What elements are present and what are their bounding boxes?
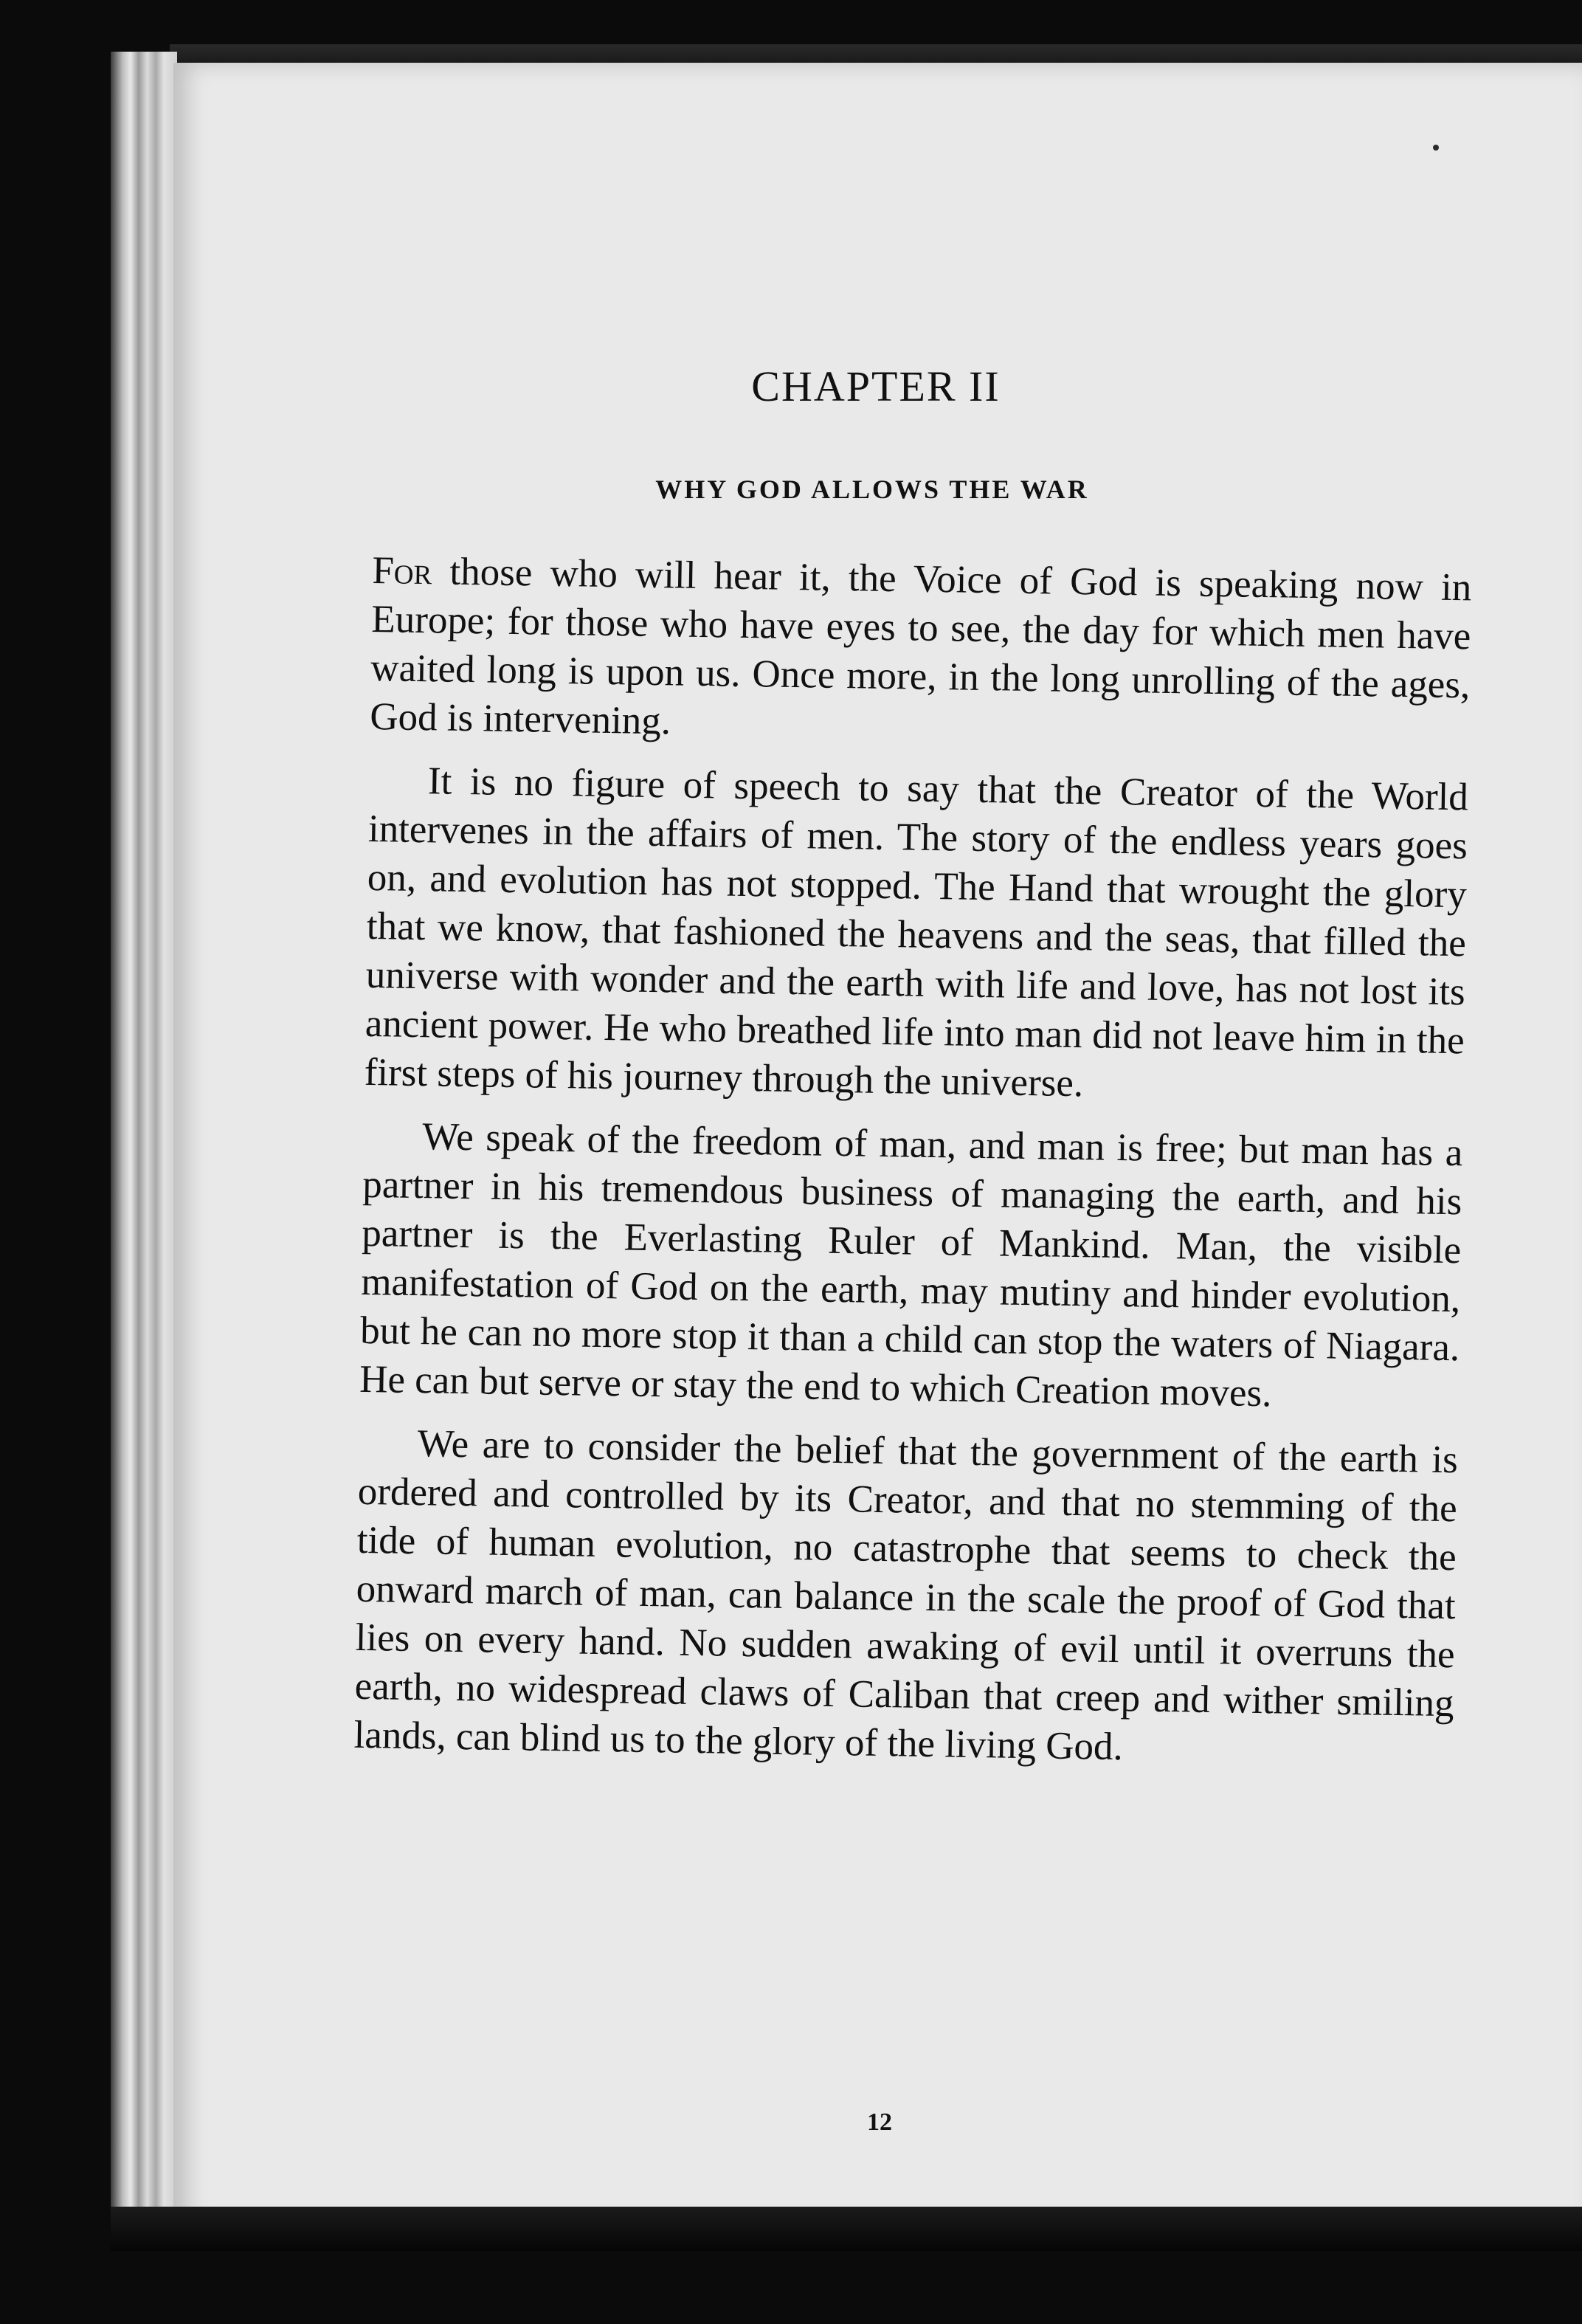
paragraph-1 — [370, 546, 1472, 758]
page-speck — [1433, 145, 1439, 151]
paragraph-2: It is no figure of speech to say that the Creator of the World intervenes in the affairs of men. The story of the endless years goes on, and evolution has not stopped. The Hand that wrought the glory that we know, that fashioned the heavens and the seas, that filled the universe with wonder and the earth with life and love, has not lost its ancient power. He who breathed life into man did not leave him in the first steps of his journey through the universe. — [364, 759, 1469, 1106]
page-bottom-shadow — [111, 2207, 1582, 2251]
paragraph-3: We speak of the freedom of man, and man is free; but man has a partner in his tremendous business of managing the earth, and his partner is the Everlasting Ruler of Mankind. Man, the visible manifestation of God on the earth, may mutiny and hinder evolution, but he can no more stop it than a child can stop the waters of Niagara. He can but serve or stay the end to which Creation moves. — [359, 1115, 1463, 1416]
paragraph-1-text: those who will hear it, the Voice of God is speaking now in Europe; for those who have eyes to see, the day for which men have waited long is upon us. Once more, in the long unrolling of the ages, God is intervening. — [369, 550, 1472, 743]
chapter-title: CHAPTER II — [751, 362, 1001, 410]
page-number: 12 — [867, 2109, 892, 2136]
paragraph-1-lead-word: For — [372, 548, 432, 593]
chapter-subtitle: WHY GOD ALLOWS THE WAR — [655, 475, 1089, 504]
paragraph-4: We are to consider the belief that the government of the earth is ordered and controlled by its Creator, and that no stemming of the tide of human evolution, no catastrophe that seems to check the onward march of man, can balance in the scale the proof of God that lies on every hand. No sudden awaking of evil until it overruns the earth, no widespread claws of Caliban that creep and wither smiling lands, can blind us to the glory of the living God. — [353, 1422, 1459, 1769]
chapter-body — [353, 546, 1472, 1791]
